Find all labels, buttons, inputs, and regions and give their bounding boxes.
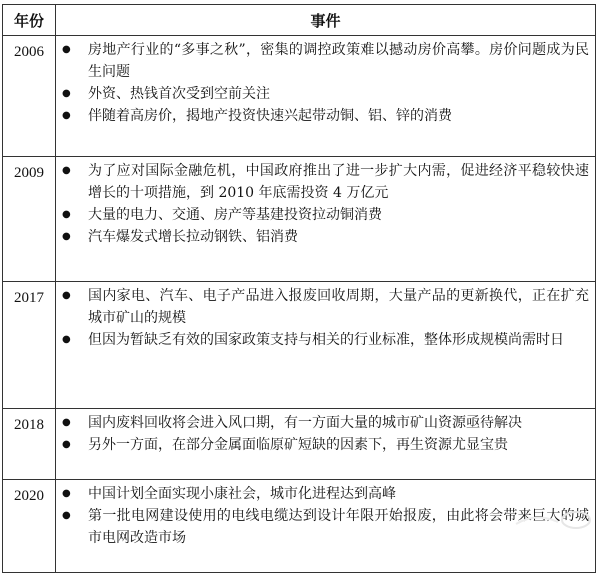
bullet-icon: ● [62, 334, 71, 345]
watermark-icon [506, 504, 596, 534]
events-cell [56, 157, 596, 282]
event-text: 为了应对国际金融危机，中国政府推出了进一步扩大内需，促进经济平稳较快速增长的十项措施，到 2010 年底需投资 4 万亿元 [88, 163, 589, 201]
bullet-icon: ● [62, 231, 71, 242]
table-row [3, 409, 596, 480]
list-item [60, 83, 589, 105]
table-row [3, 282, 596, 409]
events-cell [56, 282, 596, 409]
events-cell [56, 409, 596, 480]
table-row [3, 157, 596, 282]
year-cell: 2018 [3, 409, 56, 480]
list-item [60, 285, 589, 329]
event-text: 但因为暂缺乏有效的国家政策支持与相关的行业标准，整体形成规模尚需时日 [88, 332, 564, 348]
event-list [56, 282, 595, 355]
events-cell [56, 36, 596, 157]
header-year: 年份 [3, 5, 56, 36]
bullet-icon: ● [62, 439, 71, 450]
year-cell: 2017 [3, 282, 56, 409]
event-text: 大量的电力、交通、房产等基建投资拉动铜消费 [88, 207, 382, 223]
table-row [3, 36, 596, 157]
list-item [60, 483, 589, 505]
events-table [2, 4, 596, 573]
bullet-icon: ● [62, 417, 71, 428]
event-list [56, 157, 595, 252]
bullet-icon: ● [62, 165, 71, 176]
year-cell: 2006 [3, 36, 56, 157]
list-item [60, 412, 589, 434]
year-cell: 2009 [3, 157, 56, 282]
list-item [60, 39, 589, 83]
bullet-icon: ● [62, 110, 71, 121]
list-item [60, 204, 589, 226]
header-row [3, 5, 596, 36]
bullet-icon: ● [62, 209, 71, 220]
bullet-icon: ● [62, 290, 71, 301]
event-text: 第一批电网建设使用的电线电缆达到设计年限开始报废，由此将会带来巨大的城市电网改造市场 [88, 508, 589, 546]
bullet-icon: ● [62, 88, 71, 99]
bullet-icon: ● [62, 510, 71, 521]
list-item [60, 160, 589, 204]
event-list [56, 409, 595, 460]
list-item [60, 105, 589, 127]
header-events: 事件 [56, 5, 596, 36]
year-cell: 2020 [3, 480, 56, 573]
event-text: 伴随着高房价，揭地产投资快速兴起带动铜、铝、锌的消费 [88, 108, 452, 124]
event-text: 汽车爆发式增长拉动钢铁、铝消费 [88, 229, 298, 245]
event-text: 另外一方面，在部分金属面临原矿短缺的因素下，再生资源尤显宝贵 [88, 437, 508, 453]
event-text: 外资、热钱首次受到空前关注 [88, 86, 270, 102]
bullet-icon: ● [62, 44, 71, 55]
event-text: 房地产行业的“多事之秋”，密集的调控政策难以撼动房价高攀。房价问题成为民生问题 [88, 42, 589, 80]
list-item [60, 329, 589, 351]
list-item [60, 226, 589, 248]
event-list [56, 36, 595, 131]
list-item [60, 434, 589, 456]
bullet-icon: ● [62, 488, 71, 499]
event-text: 国内废料回收将会进入风口期，有一方面大量的城市矿山资源亟待解决 [88, 415, 522, 431]
event-text: 中国计划全面实现小康社会，城市化进程达到高峰 [88, 486, 396, 502]
event-text: 国内家电、汽车、电子产品进入报废回收周期，大量产品的更新换代，正在扩充城市矿山的规模 [88, 288, 589, 326]
